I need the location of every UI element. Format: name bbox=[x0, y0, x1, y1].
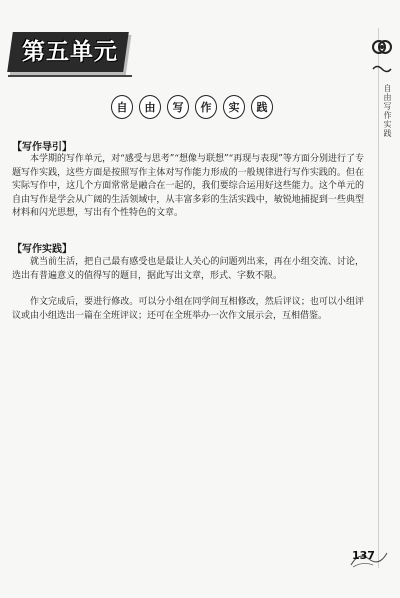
topic-char: 由 bbox=[139, 95, 161, 119]
practice-paragraph: 作文完成后，要进行修改。可以分小组在同学间互相修改，然后评议；也可以小组评议或由小组选出一篇在全班评议；还可在全班举办一次作文展示会，互相借鉴。 bbox=[12, 297, 364, 321]
topic-char: 写 bbox=[167, 95, 189, 119]
topic-char: 践 bbox=[251, 95, 273, 119]
section-heading-practice: 【写作实践】 bbox=[12, 244, 72, 255]
ornament-icon bbox=[371, 36, 393, 58]
topic-title bbox=[111, 95, 273, 121]
topic-char: 自 bbox=[111, 95, 133, 119]
unit-underline-divider bbox=[8, 75, 132, 77]
section-heading-guide: 【写作导引】 bbox=[12, 142, 72, 153]
topic-char: 作 bbox=[195, 95, 217, 119]
side-divider bbox=[378, 28, 379, 568]
guide-paragraph: 本学期的写作单元，对“感受与思考”“想像与联想”“再现与表现”等方面分别进行了专题写作实践，这些方面是按照写作主体对写作能力形成的一般规律进行写作实践的。但在实际写作中，这几个方面常常是融合在一起的，我们要综合运用好这些能力。这个单元的自由写作是学会从广阔的生活领域中，从丰富多彩的生活实践中，敏锐地捕捉到一些典型材料和闪光思想，写出有个性特色的文章。 bbox=[12, 154, 364, 219]
topic-char: 实 bbox=[223, 95, 245, 119]
page-number: 137 bbox=[352, 549, 375, 562]
unit-title: 第五单元 bbox=[22, 39, 118, 65]
swirl-icon bbox=[371, 64, 393, 74]
side-section-label: 自由写作实践 bbox=[383, 84, 392, 138]
practice-paragraph: 就当前生活，把自己最有感受也是最让人关心的问题列出来，再在小组交流、讨论，选出有普遍意义的值得写的题目，据此写出文章，形式、字数不限。 bbox=[12, 257, 364, 281]
